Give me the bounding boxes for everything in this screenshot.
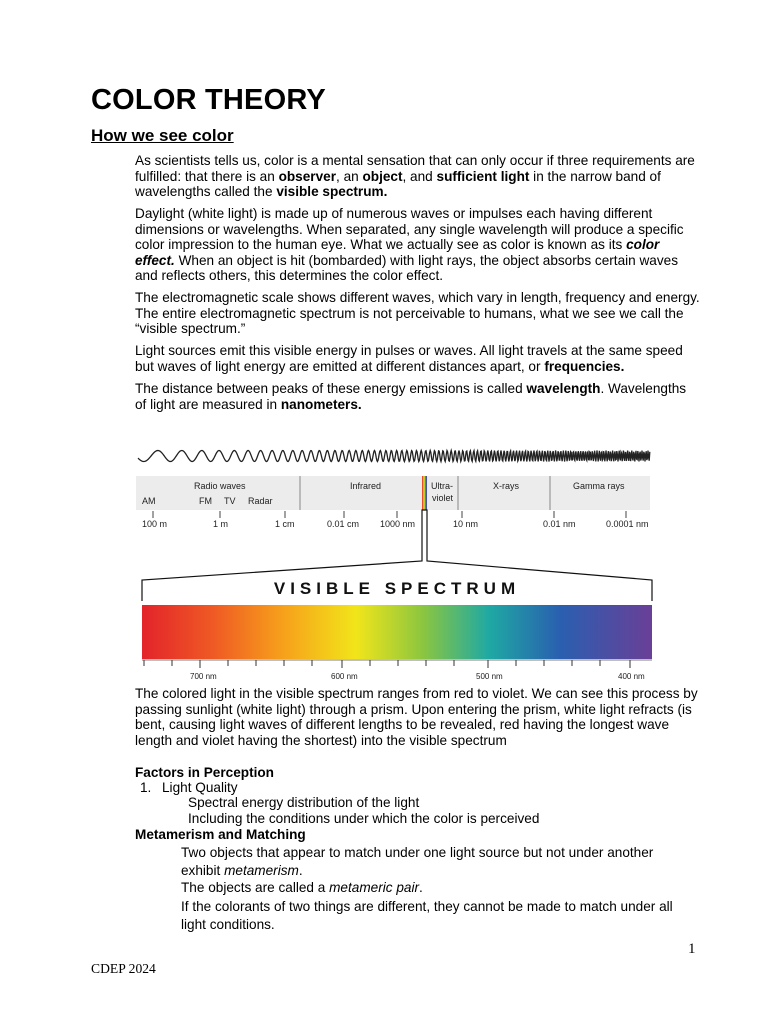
visible-tick-600: 600 nm <box>331 672 358 681</box>
tick-001nm: 0.01 nm <box>543 519 576 529</box>
footer-label: CDEP 2024 <box>91 961 156 976</box>
band-xrays: X-rays <box>493 481 520 491</box>
page-title: COLOR THEORY <box>91 84 326 116</box>
band-tv: TV <box>224 496 236 506</box>
band-fm: FM <box>199 496 212 506</box>
band-ultra: Ultra- <box>431 481 453 491</box>
visible-tick-500: 500 nm <box>476 672 503 681</box>
factors-item-number: 1. <box>140 780 152 795</box>
paragraph-requirements: As scientists tells us, color is a mental sensation that can only occur if three requirements are fulfilled: that there is an observer, an object, and sufficient light in the narrow band of wavelengths called the visible spectrum. <box>135 153 695 200</box>
tick-100m: 100 m <box>142 519 168 529</box>
paragraph-prism: The colored light in the visible spectrum ranges from red to violet. We can see this process by passing sunlight (white light) through a prism. Upon entering the prism, white light refracts (is bent, causing light waves of different lengths to be revealed, red having the longest wave length and violet having the shortest) into the visible spectrum <box>135 686 698 748</box>
tick-001cm: 0.01 cm <box>327 519 360 529</box>
visible-spectrum-bar <box>142 605 652 659</box>
paragraph-daylight: Daylight (white light) is made up of numerous waves or impulses each having different dimensions or wavelengths. When separated, any single wavelength will produce a specific color impression to the human eye. What we actually see as color is known as its color effect. When an object is hit (bombarded) with light rays, the object absorbs certain waves and reflects others, this determines the color effect. <box>135 206 684 284</box>
band-radar: Radar <box>248 496 273 506</box>
section-heading: How we see color <box>91 126 234 145</box>
metamerism-line-3: If the colorants of two things are different, they cannot be made to match under all light conditions. <box>181 899 673 932</box>
band-gamma: Gamma rays <box>573 481 625 491</box>
metamerism-line-2: The objects are called a metameric pair. <box>181 880 423 895</box>
factors-sub-1: Spectral energy distribution of the light <box>188 795 420 810</box>
paragraph-light-sources: Light sources emit this visible energy in pulses or waves. All light travels at the same speed but waves of light energy are emitted at different distances apart, or frequencies. <box>135 343 683 374</box>
factors-heading: Factors in Perception <box>135 765 274 780</box>
visible-spectrum-title: VISIBLE SPECTRUM <box>273 579 521 598</box>
electromagnetic-spectrum-figure <box>136 440 658 688</box>
tick-1cm: 1 cm <box>275 519 295 529</box>
metamerism-heading: Metamerism and Matching <box>135 827 306 842</box>
visible-slit <box>422 476 427 510</box>
metamerism-line-1: Two objects that appear to match under one light source but not under another exhibit metamerism. <box>181 845 654 878</box>
band-am: AM <box>142 496 156 506</box>
band-infrared: Infrared <box>350 481 382 491</box>
paragraph-wavelength: The distance between peaks of these energy emissions is called wavelength. Wavelengths of light are measured in nanometers. <box>135 381 687 412</box>
page-number: 1 <box>688 941 696 957</box>
tick-10nm: 10 nm <box>453 519 479 529</box>
tick-00001nm: 0.0001 nm <box>606 519 649 529</box>
factors-item: Light Quality <box>162 780 238 795</box>
visible-tick-700: 700 nm <box>190 672 217 681</box>
paragraph-electromagnetic: The electromagnetic scale shows different waves, which vary in length, frequency and energy. The entire electromagnetic spectrum is not perceivable to humans, what we see we call the “visible spectrum.” <box>135 290 700 337</box>
wave-line <box>138 451 650 462</box>
visible-tick-400: 400 nm <box>618 672 645 681</box>
tick-1m: 1 m <box>213 519 229 529</box>
band-violet: violet <box>432 493 454 503</box>
band-radio: Radio waves <box>194 481 246 491</box>
tick-1000nm: 1000 nm <box>380 519 416 529</box>
factors-sub-2: Including the conditions under which the color is perceived <box>188 811 540 826</box>
